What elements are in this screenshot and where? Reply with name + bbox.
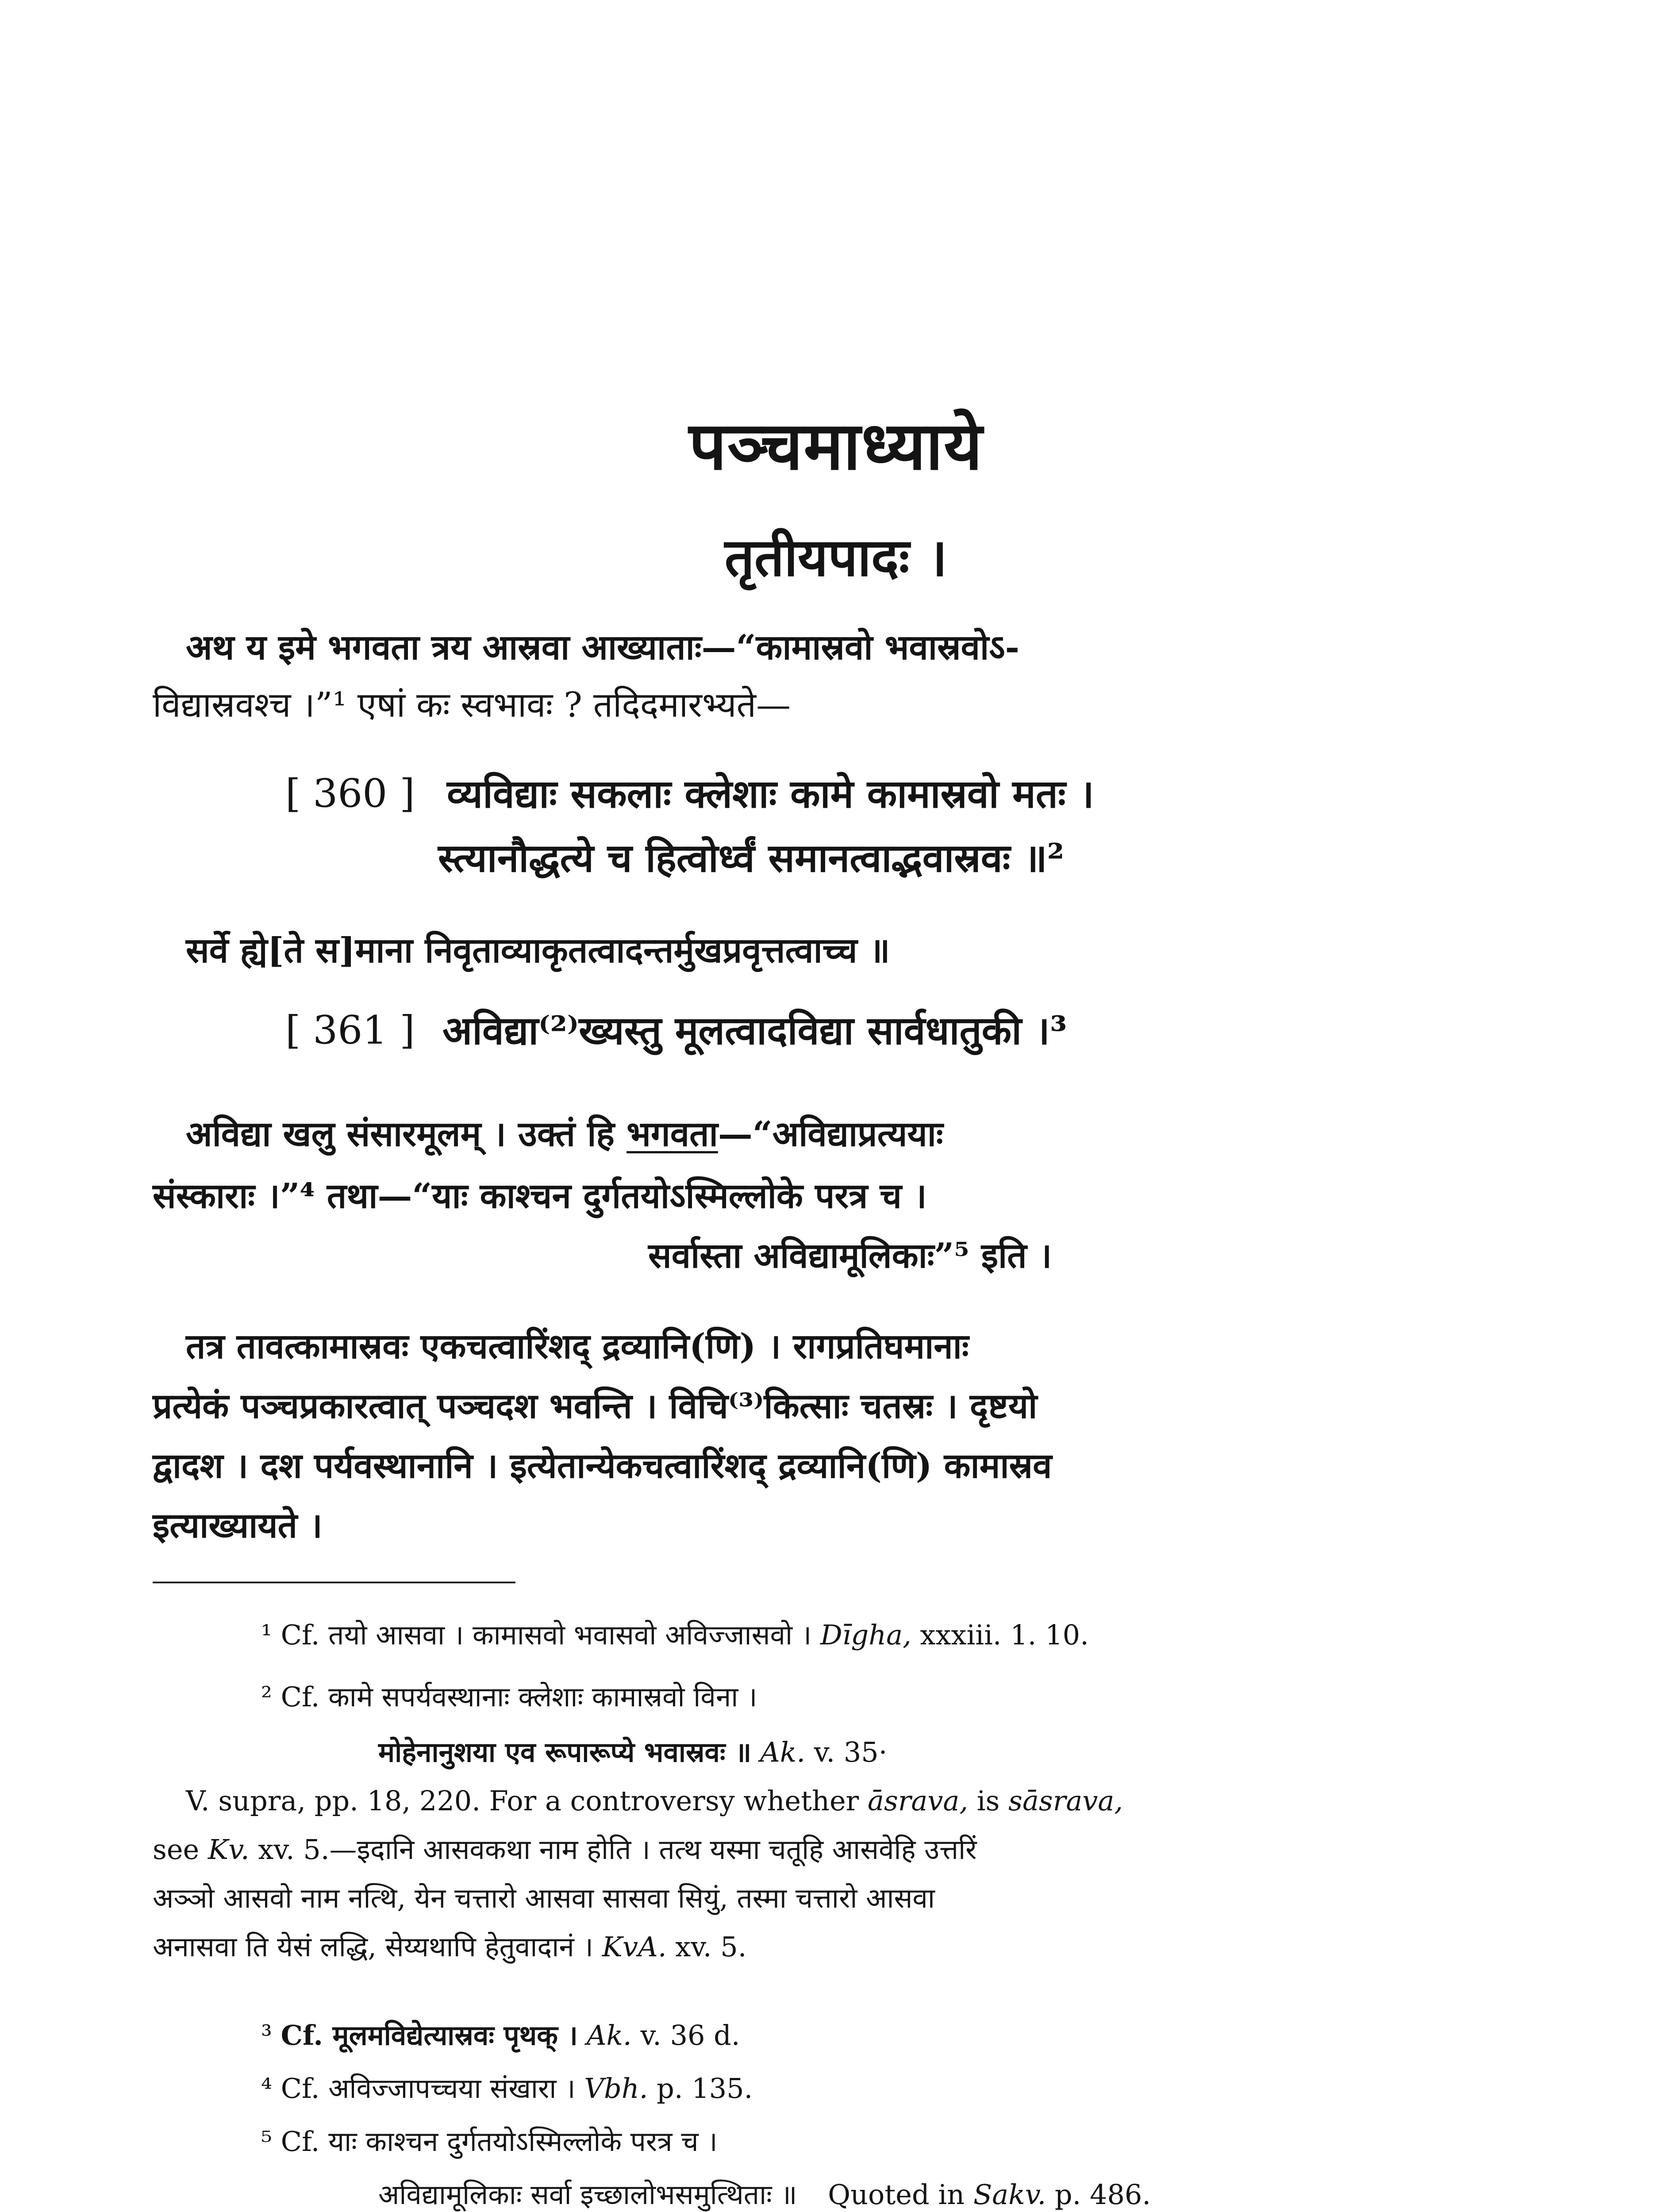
footnote-2-line-6 [153, 1933, 746, 1961]
footnote-mark: ⁴ [261, 2072, 272, 2104]
verse-360-commentary: सर्वे ह्ये[ते स]माना निवृताव्याकृतत्वादन्तर्मुखप्रवृत्तत्वाच्च ॥ [186, 930, 890, 971]
para-2-line-4: इत्याख्यायते । [153, 1505, 323, 1546]
para-2-line-2: प्रत्येकं पञ्चप्रकारत्वात् पञ्चदश भवन्ति । विचि⁽³⁾कित्साः चतस्रः । दृष्टयो [153, 1386, 1038, 1426]
section-title: तृतीयपादः । [724, 526, 948, 588]
para-2-line-3: द्वादश । दश पर्यवस्थानानि । इत्येतान्येकचत्वारिंशद् द्रव्यानि(णि) कामास्रव [153, 1446, 1052, 1486]
footnote-ref: xv. 5. [675, 1931, 747, 1963]
footnote-quoted: Quoted in [828, 2178, 973, 2211]
para-2-line-1: तत्र तावत्कामास्रवः एकचत्वारिंशद् द्रव्यानि(णि) । रागप्रतिघमानाः [186, 1326, 969, 1367]
underlined-word: भगवता [627, 1114, 718, 1154]
verse-360-line-1: व्यविद्याः सकलाः क्लेशाः कामे कामास्रवो मतः । [447, 771, 1094, 817]
footnote-mark: ⁵ [261, 2125, 272, 2158]
para-1-line-1-start: अविद्या खलु संसारमूलम् । उक्तं हि [186, 1114, 627, 1154]
footnote-source: KvA. [602, 1931, 667, 1963]
footnote-source: Sakv. [973, 2178, 1046, 2211]
footnote-4 [261, 2072, 753, 2104]
footnote-text: is [968, 1785, 1009, 1817]
para-1-line-1 [186, 1114, 943, 1154]
footnote-term: āsrava, [867, 1785, 969, 1817]
footnote-ref: v. 36 d. [640, 2019, 740, 2051]
footnote-source: Ak. [586, 2019, 632, 2051]
footnote-text: xv. 5.—इदानि आसवकथा नाम होति । तत्थ यस्मा चतूहि आसवेहि उत्तरिं [249, 1833, 977, 1866]
intro-line-1: अथ य इमे भगवता त्रय आस्रवा आख्याताः—“कामास्रवो भवास्रवोऽ- [186, 627, 1019, 668]
footnote-text: see [153, 1833, 208, 1866]
chapter-title: पञ्चमाध्याये [688, 407, 984, 485]
footnote-ref: p. 486. [1054, 2178, 1151, 2211]
footnote-text: Cf. अविज्जापच्चया संखारा । [281, 2072, 576, 2104]
footnote-source: Ak. [760, 1736, 806, 1768]
footnote-mark: ³ [261, 2019, 272, 2051]
footnote-text: Cf. मूलमविद्येत्यास्रवः पृथक् । [281, 2019, 578, 2051]
verse-361-number: [ 361 ] [285, 1007, 415, 1053]
para-1-line-1-end: —“अविद्याप्रत्ययाः [718, 1114, 943, 1154]
footnote-text: Cf. तयो आसवा । कामासवो भवासवो अविज्जासवो । [281, 1619, 812, 1651]
footnote-text: मोहेनानुशया एव रूपारूप्ये भवास्रवः ॥ [378, 1736, 752, 1768]
footnote-text: V. supra, pp. 18, 220. For a controversy whether [186, 1785, 868, 1817]
footnote-source: Dīgha, [820, 1619, 911, 1651]
footnote-2-line-3 [186, 1787, 1123, 1815]
footnote-ref: p. 135. [657, 2072, 753, 2104]
footnote-5-line-1 [261, 2125, 718, 2158]
footnote-1 [261, 1621, 1089, 1649]
para-1-line-2: संस्काराः ।”⁴ तथा—“याः काश्चन दुर्गतयोऽस्मिल्लोके परत्र च । [153, 1176, 927, 1216]
footnote-2-line-1 [261, 1683, 757, 1711]
footnote-mark: ² [261, 1681, 272, 1713]
footnote-text: अनासवा ति येसं लद्धि, सेय्यथापि हेतुवादानं । [153, 1931, 593, 1963]
footnote-source: Vbh. [584, 2072, 648, 2104]
verse-361-text: अविद्या⁽²⁾ख्यस्तु मूलत्वादविद्या सार्वधातुकी ।³ [442, 1007, 1067, 1053]
verse-360-number: [ 360 ] [285, 771, 415, 816]
footnote-text: Cf. कामे सपर्यवस्थानाः क्लेशाः कामास्रवो विना । [281, 1681, 757, 1713]
verse-360-line-2: स्त्यानौद्धत्ये च हित्वोर्ध्वं समानत्वाद्भवास्रवः ॥² [438, 835, 1065, 881]
footnote-3 [261, 2019, 740, 2051]
footnote-mark: ¹ [261, 1619, 272, 1651]
footnote-text: Cf. याः काश्चन दुर्गतयोऽस्मिल्लोके परत्र च । [281, 2125, 718, 2158]
footnote-source: Kv. [208, 1833, 250, 1866]
footnote-separator [153, 1582, 515, 1583]
footnote-text: अविद्यामूलिकाः सर्वा इच्छालोभसमुत्थिताः ॥ [378, 2178, 797, 2211]
footnote-2-line-5: अञ्ञो आसवो नाम नत्थि, येन चत्तारो आसवा सासवा सियुं, तस्मा चत्तारो आसवा [153, 1882, 935, 1914]
footnote-2-line-2 [378, 1736, 888, 1768]
intro-line-2: विद्यास्रवश्च ।”¹ एषां कः स्वभावः ? तदिदमारभ्यते— [153, 685, 791, 725]
footnote-ref: v. 35· [814, 1736, 888, 1768]
footnote-ref: xxxiii. 1. 10. [920, 1619, 1089, 1651]
footnote-2-line-4 [153, 1833, 977, 1866]
footnote-term: sāsrava, [1008, 1785, 1123, 1817]
para-1-line-3: सर्वास्ता अविद्यामूलिकाः”⁵ इति । [648, 1236, 1052, 1276]
footnote-5-line-2 [378, 2178, 1151, 2211]
